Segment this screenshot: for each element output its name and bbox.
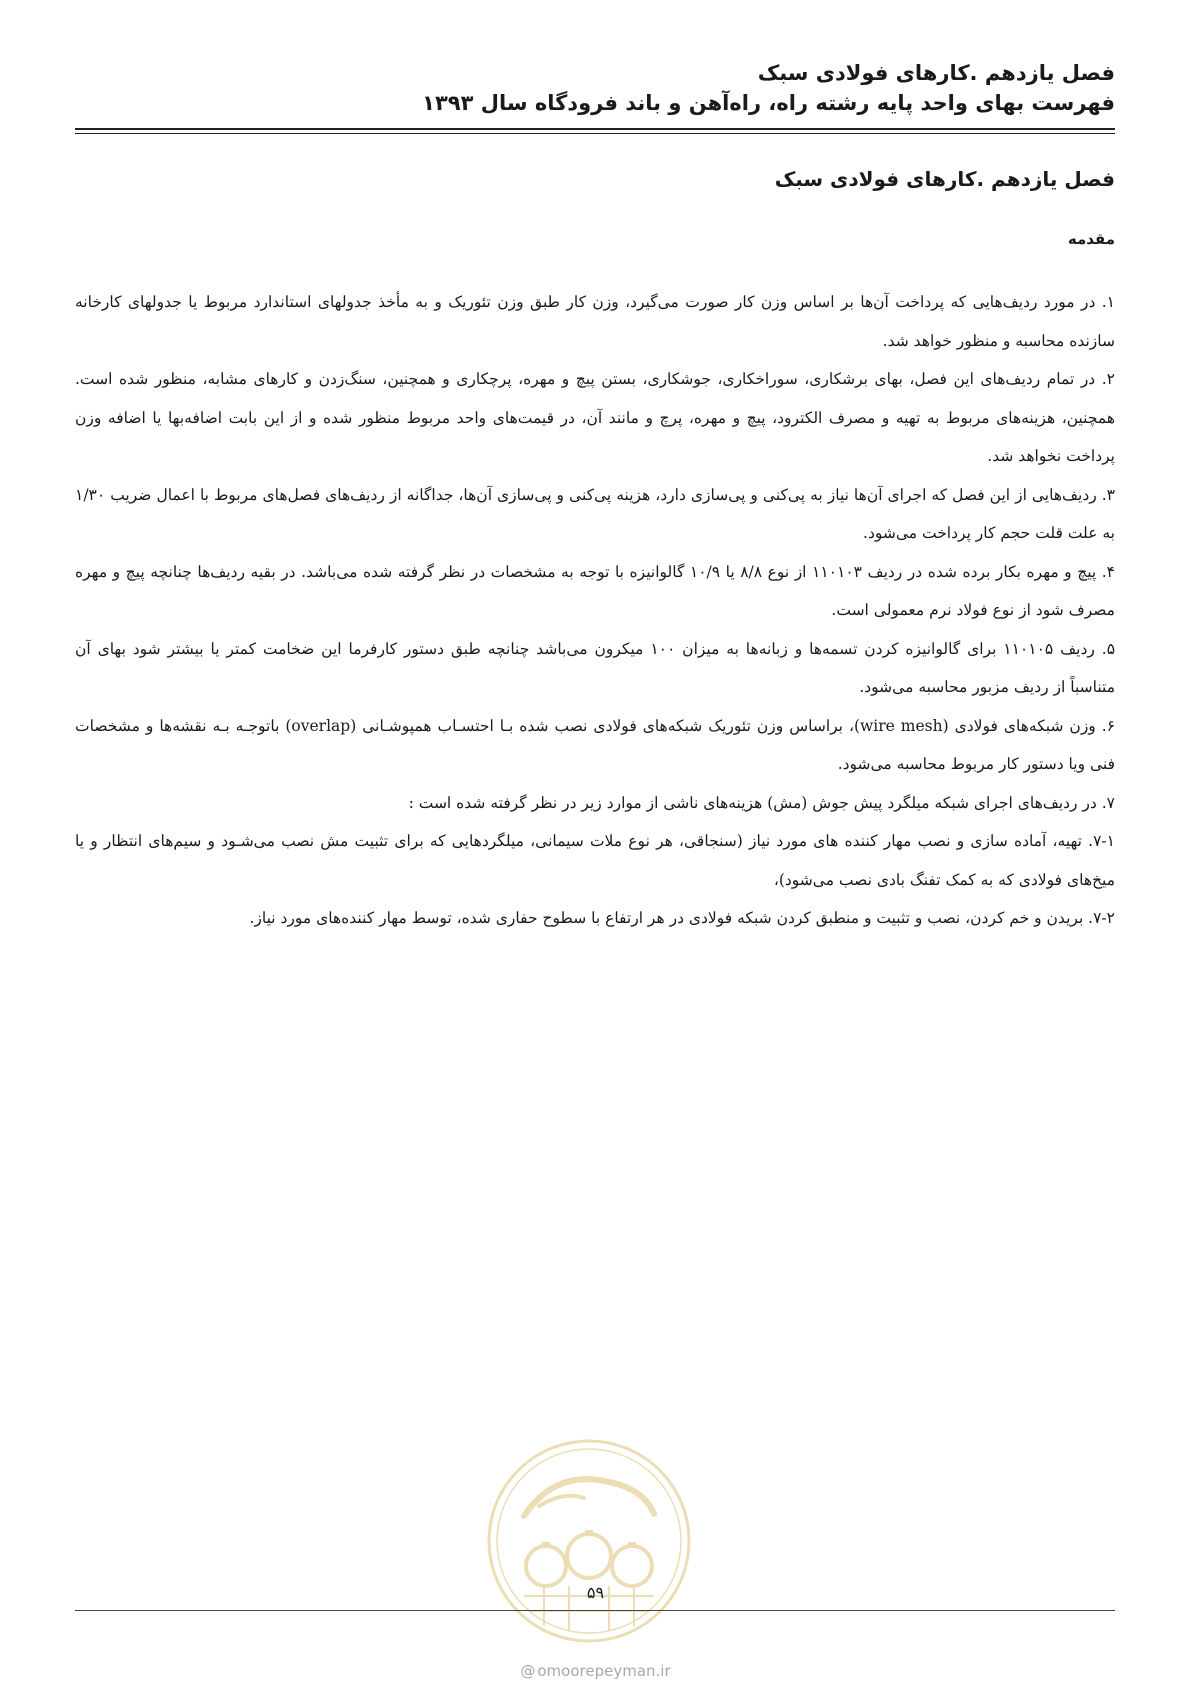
header-rule-thick [75, 128, 1115, 130]
paragraph-1: ۱. در مورد ردیف‌هایی که پرداخت آن‌ها بر اساس وزن کار صورت می‌گیرد، وزن کار طبق وزن تئوریک و به مأخذ جدولهای استاندارد مربوط یا جدولهای کارخانه سازنده محاسبه و منظور خواهد شد. [75, 293, 1115, 350]
paragraph-2: ۲. در تمام ردیف‌های این فصل، بهای برشکاری، سوراخکاری، جوشکاری، بستن پیچ و مهره، پرچکاری و همچنین، سنگ‌زدن و کارهای مشابه، منظور شده است. همچنین، هزینه‌های مربوط به تهیه و مصرف الکترود، پیچ و مهره، پرچ و مانند آن، در قیمت‌های واحد مربوط منظور شده و از این بابت اضافه‌بها یا اضافه وزن پرداخت نخواهد شد. [75, 370, 1115, 465]
section-title: فصل یازدهم .کارهای فولادی سبک [774, 167, 1115, 191]
paragraph-5: ۵. ردیف ۱۱۰۱۰۵ برای گالوانیزه کردن تسمه‌ها و زبانه‌ها به میزان ۱۰۰ میکرون می‌باشد چنانچه طبق دستور کارفرما این ضخامت کمتر یا بیشتر شود بهای آن متناسباً از ردیف مزبور محاسبه می‌شود. [75, 639, 1116, 696]
paragraph-3: ۳. ردیف‌هایی از این فصل که اجرای آن‌ها نیاز به پی‌کنی و پی‌سازی دارد، هزینه پی‌کنی و پی‌سازی آن‌ها، جداگانه از ردیف‌های فصل‌های مربوط با اعمال ضریب ۱/۳۰ به علت قلت حجم کار پرداخت می‌شود. [75, 485, 1115, 542]
paragraph-4: ۴. پیچ و مهره بکار برده شده در ردیف ۱۱۰۱۰۳ از نوع ۸/۸ یا ۱۰/۹ گالوانیزه با توجه به مشخصات در نظر گرفته شده می‌باشد. در بقیه ردیف‌ها چنانچه پیچ و مهره مصرف شود از نوع فولاد نرم معمولی است. [75, 562, 1115, 619]
body-text [75, 283, 1115, 938]
watermark [0, 1662, 1191, 1680]
paragraph-7-1: ۷-۱. تهیه، آماده سازی و نصب مهار کننده های مورد نیاز (سنجاقی، هر نوع ملات سیمانی، میلگردهایی که برای تثبیت مش نصب می‌شـود و سیم‌های انتظار و یا میخ‌های فولادی که به کمک تفنگ بادی نصب می‌شود)، [75, 832, 1115, 889]
intro-heading: مقدمه [1067, 230, 1115, 248]
paragraph-6: ۶. وزن شبکه‌های فولادی (wire mesh)، براساس وزن تئوریک شبکه‌های فولادی نصب شده بـا احتسـاب همپوشـانی (overlap) باتوجـه بـه نقشه‌ها و مشخصات فنی ویا دستور کار مربوط محاسبه می‌شود. [75, 716, 1116, 773]
page-number: ۵۹ [586, 1583, 605, 1602]
at-icon: @ [520, 1662, 536, 1680]
paragraph-7: ۷. در ردیف‌های اجرای شبکه میلگرد پیش جوش (مش) هزینه‌های ناشی از موارد زیر در نظر گرفته شده است : [408, 793, 1115, 812]
stamp-logo-icon [484, 1436, 694, 1646]
header-rule-thin [75, 133, 1115, 134]
paragraph-7-2: ۷-۲. بریدن و خم کردن، نصب و تثبیت و منطبق کردن شبکه فولادی در هر ارتفاع با سطوح حفاری شده، توسط مهار کننده‌های مورد نیاز. [249, 909, 1115, 927]
footer-rule [75, 1610, 1115, 1611]
header-chapter-title: فصل یازدهم .کارهای فولادی سبک [757, 61, 1115, 85]
page-header [75, 58, 1115, 118]
watermark-text: omoorepeyman.ir [537, 1662, 671, 1680]
header-price-list-title: فهرست بهای واحد پایه رشته راه، راه‌آهن و باند فرودگاه سال ۱۳۹۳ [422, 91, 1115, 115]
